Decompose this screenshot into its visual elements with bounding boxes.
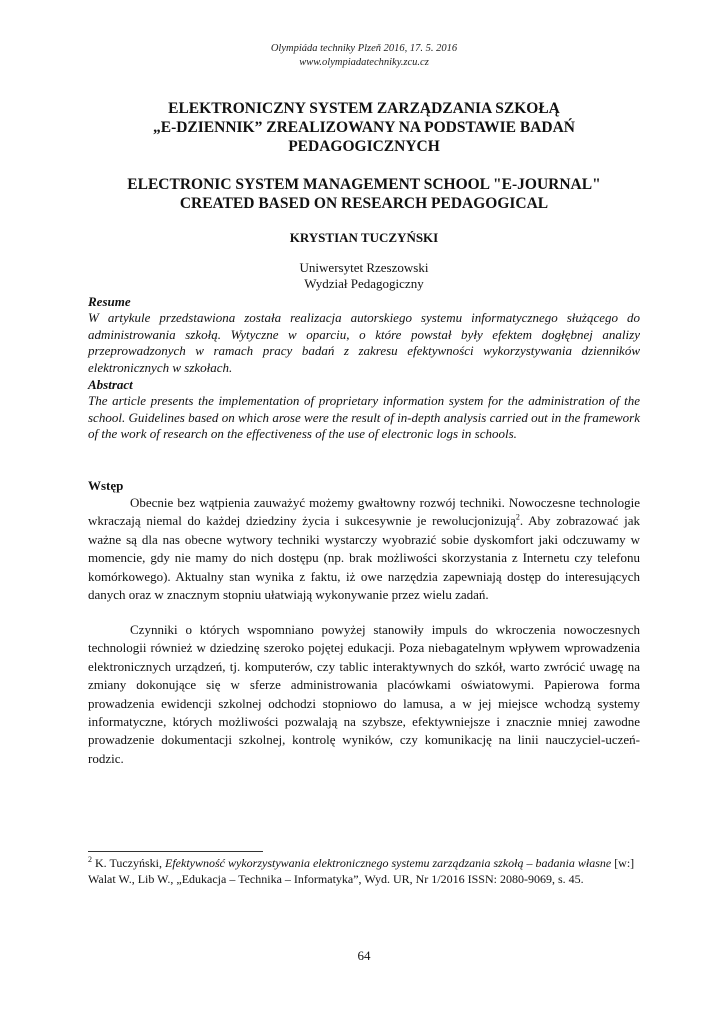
header-line-1: Olympiáda techniky Plzeň 2016, 17. 5. 2016 [270, 43, 458, 54]
title-english [88, 175, 640, 213]
resume-block [88, 294, 640, 376]
page-number: 64 [357, 948, 371, 963]
header-line-2: www.olympiadatechniky.zcu.cz [299, 57, 429, 68]
paragraph-1-part-a: Obecnie bez wątpienia zauważyć możemy gwałtowny rozwój techniki. Nowoczesne technologie wkraczają niemal do każdej dziedziny życia i sukcesywnie je rewolucjonizują [88, 495, 640, 529]
resume-heading: Resume [88, 294, 131, 309]
abstract-heading: Abstract [88, 377, 133, 392]
author: KRYSTIAN TUCZYŃSKI [289, 230, 439, 245]
title-pl-line-2: „E-DZIENNIK” ZREALIZOWANY NA PODSTAWIE BADAŃ [152, 119, 575, 136]
title-pl-line-3: PEDAGOGICZNYCH [288, 138, 440, 155]
abstract-block [88, 377, 640, 443]
footnote-mark: 2 [88, 855, 92, 864]
resume-text: W artykule przedstawiona została realizacja autorskiego systemu informatycznego służącego do administrowania szkołą. Wytyczne w oparciu, o które powstał były efektem dogłębnej analizy przeprowadzonych w ramach pracy badań z zakresu efektywności wykorzystywania dzienników elektronicznych w szkołach. [88, 310, 640, 375]
paragraph-1 [88, 494, 640, 604]
footnote-title: Efektywność wykorzystywania elektronicznego systemu zarządzania szkołą – badania własne [165, 856, 612, 870]
affiliation-faculty: Wydział Pedagogiczny [304, 276, 424, 291]
title-en-line-1: ELECTRONIC SYSTEM MANAGEMENT SCHOOL "E-JOURNAL" [127, 176, 601, 193]
title-polish [88, 99, 640, 156]
paragraph-2: Czynniki o których wspomniano powyżej stanowiły impuls do wkroczenia nowoczesnych technologii również w dziedzinę szeroko pojętej edukacji. Poza niebagatelnym wpływem wprowadzenia elektronicznych urządzeń, tj. komputerów, czy tablic interaktywnych do szkół, warto zwrócić uwagę na zmiany dokonujące się w sferze administrowania placówkami oświatowymi. Papierowa forma prowadzenia ewidencji szkolnej odchodzi stopniowo do lamusa, a w jej miejsce wchodzą systemy informatyczne, których możliwości pozwalają na szybsze, efektywniejsze i znacznie mniej zawodne prowadzenie dokumentacji szkolnej, kontrolę wyników, czy komunikację na linii nauczyciel-uczeń-rodzic. [88, 622, 640, 766]
footnote-ref: 2 [515, 513, 520, 523]
title-en-line-2: CREATED BASED ON RESEARCH PEDAGOGICAL [179, 195, 549, 212]
footnote-rest: [w:] Walat W., Lib W., „Edukacja – Technika – Informatyka”, Wyd. UR, Nr 1/2016 ISSN: 2080-9069, s. 45. [88, 856, 635, 886]
affiliation-university: Uniwersytet Rzeszowski [299, 260, 429, 275]
footnote [88, 855, 640, 887]
running-header [88, 42, 640, 70]
paragraph-1-part-b: . Aby zobrazować jak ważne są dla nas obecne wytwory techniki wystarczy wyobrazić sobie dyskomfort jaki odczuwamy w momencie, gdy nie mamy do nich dostępu (np. brak możliwości skorzystania z Internetu czy telefonu komórkowego). Aktualny stan wynika z faktu, iż owe narzędzia zapewniają dostęp do interesujących danych oraz w znacznym stopniu ułatwiają wykonywanie przez wielu zadań. [88, 513, 640, 603]
footnote-author: K. Tuczyński, [92, 856, 166, 870]
title-pl-line-1: ELEKTRONICZNY SYSTEM ZARZĄDZANIA SZKOŁĄ [168, 100, 560, 117]
abstract-text: The article presents the implementation of proprietary information system for the administration of the school. Guidelines based on which arose were the result of in-depth analysis carried out in the framework of the work of research on the effectiveness of the use of electronic logs in schools. [88, 393, 640, 442]
footnote-divider [88, 851, 263, 852]
affiliation [88, 260, 640, 292]
section-heading: Wstęp [88, 478, 124, 493]
